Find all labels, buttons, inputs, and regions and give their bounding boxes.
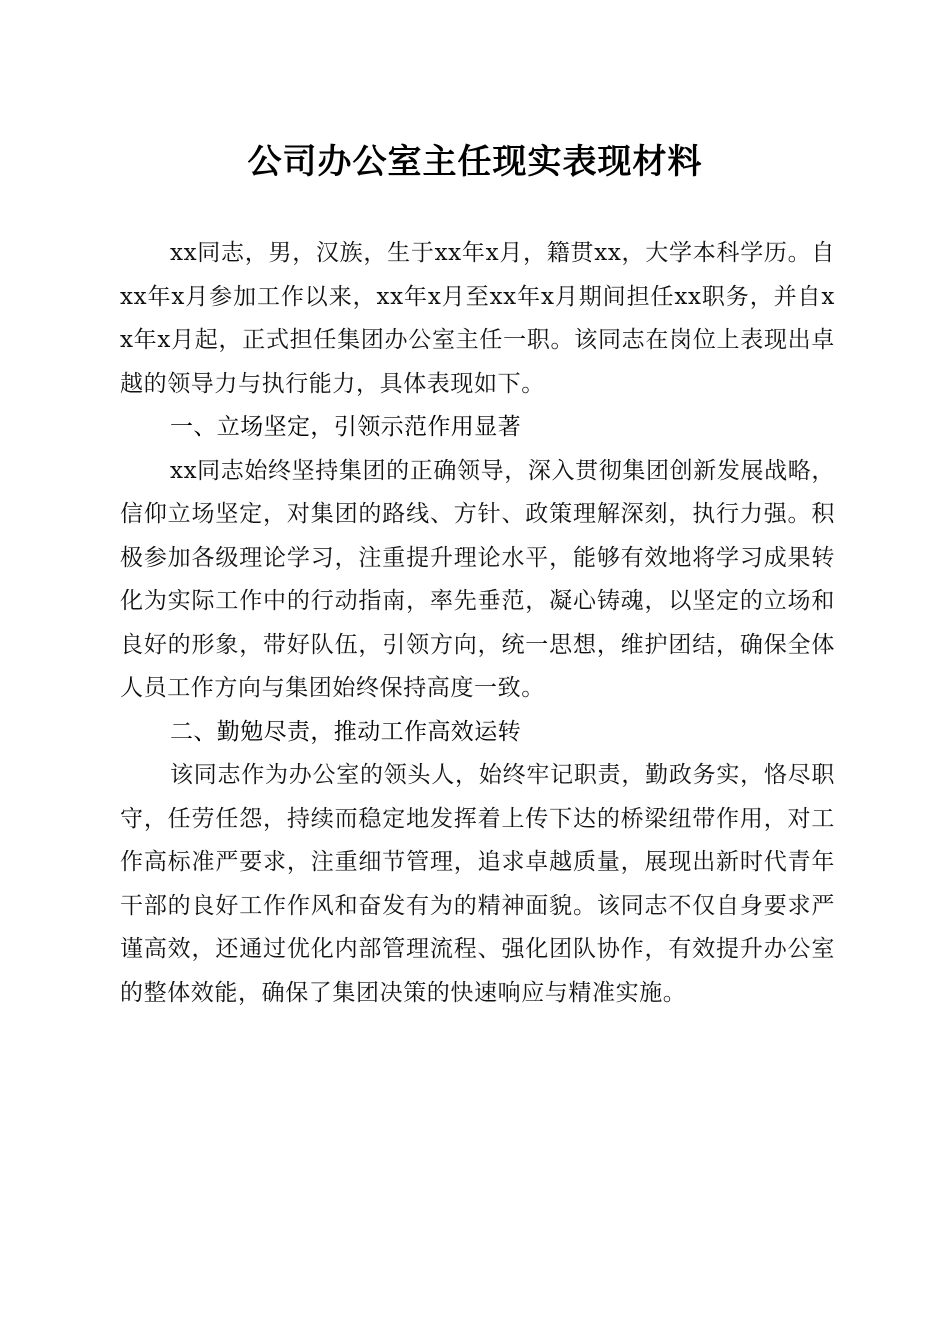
intro-paragraph: xx同志，男，汉族，生于xx年x月，籍贯xx，大学本科学历。自xx年x月参加工作以来，xx年x月至xx年x月期间担任xx职务，并自xx年x月起，正式担任集团办公室主任一职。该同志在岗位上表现出卓越的领导力与执行能力，具体表现如下。 xyxy=(120,240,835,397)
section-paragraph-1: xx同志始终坚持集团的正确领导，深入贯彻集团创新发展战略，信仰立场坚定，对集团的路线、方针、政策理解深刻，执行力强。积极参加各级理论学习，注重提升理论水平，能够有效地将学习成果转化为实际工作中的行动指南，率先垂范，凝心铸魂，以坚定的立场和良好的形象，带好队伍，引领方向，统一思想，维护团结，确保全体人员工作方向与集团始终保持高度一致。 xyxy=(120,457,835,701)
document-title: 公司办公室主任现实表现材料 xyxy=(247,142,703,182)
section-heading-1: 一、立场坚定，引领示范作用显著 xyxy=(170,414,521,440)
section-heading-2: 二、勤勉尽责，推动工作高效运转 xyxy=(170,718,521,745)
document-body xyxy=(120,232,835,1015)
section-paragraph-2: 该同志作为办公室的领头人，始终牢记职责，勤政务实，恪尽职守，任劳任怨，持续而稳定地发挥着上传下达的桥梁纽带作用，对工作高标准严要求，注重细节管理，追求卓越质量，展现出新时代青年干部的良好工作作风和奋发有为的精神面貌。该同志不仅自身要求严谨高效，还通过优化内部管理流程、强化团队协作，有效提升办公室的整体效能，确保了集团决策的快速响应与精准实施。 xyxy=(120,762,835,1006)
